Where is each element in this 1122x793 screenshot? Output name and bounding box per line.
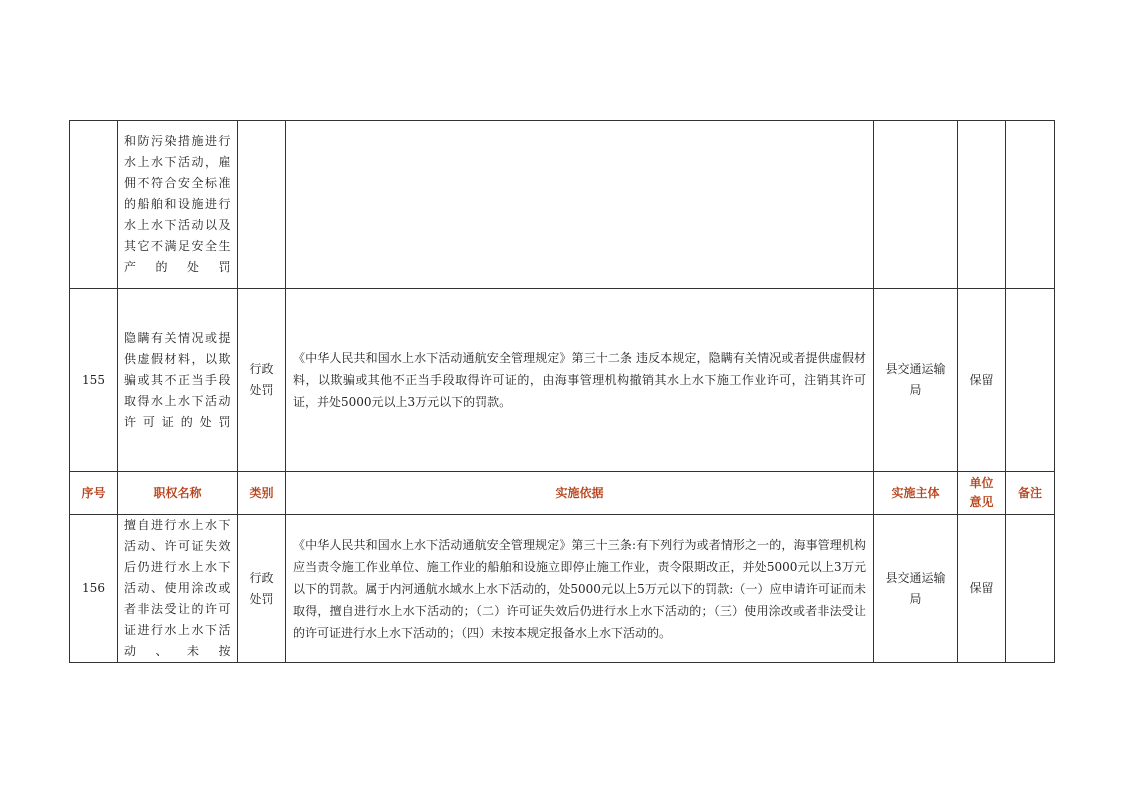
basis-cell (286, 121, 874, 289)
header-subject: 实施主体 (874, 472, 958, 515)
basis-cell: 《中华人民共和国水上水下活动通航安全管理规定》第三十三条:有下列行为或者情形之一的，海事管理机构应当责令施工作业单位、施工作业的船舶和设施立即停止施工作业，责令限期改正，并处5000元以上3万元以下的罚款。属于内河通航水域水上水下活动的，处5000元以上5万元以下的罚款:（一）应申请许可证而未取得，擅自进行水上水下活动的；（二）许可证失效后仍进行水上水下活动的；（三）使用涂改或者非法受让的许可证进行水上水下活动的；（四）未按本规定报备水上水下活动的。 (286, 515, 874, 663)
authority-name-cell: 和防污染措施进行水上水下活动，雇佣不符合安全标准的船舶和设施进行水上水下活动以及其它不满足安全生产的处罚 (118, 121, 238, 289)
row-number-cell: 155 (70, 289, 118, 472)
header-num: 序号 (70, 472, 118, 515)
header-row (70, 472, 1055, 515)
category-cell: 行政处罚 (238, 515, 286, 663)
basis-cell: 《中华人民共和国水上水下活动通航安全管理规定》第三十二条 违反本规定，隐瞒有关情况或者提供虚假材料，以欺骗或其他不正当手段取得许可证的，由海事管理机构撤销其水上水下施工作业许可，注销其许可证，并处5000元以上3万元以下的罚款。 (286, 289, 874, 472)
row-number-cell: 156 (70, 515, 118, 663)
table-row (70, 515, 1055, 663)
subject-cell (874, 121, 958, 289)
table-row (70, 121, 1055, 289)
row-number-cell (70, 121, 118, 289)
opinion-cell: 保留 (958, 289, 1006, 472)
subject-cell: 县交通运输局 (874, 289, 958, 472)
remark-cell (1006, 121, 1055, 289)
header-opinion: 单位意见 (958, 472, 1006, 515)
header-remark: 备注 (1006, 472, 1055, 515)
category-cell (238, 121, 286, 289)
authority-table (69, 120, 1055, 663)
table-row (70, 289, 1055, 472)
authority-name-cell: 隐瞒有关情况或提供虚假材料，以欺骗或其不正当手段取得水上水下活动许可证的处罚 (118, 289, 238, 472)
remark-cell (1006, 289, 1055, 472)
authority-name-cell: 擅自进行水上水下活动、许可证失效后仍进行水上水下活动、使用涂改或者非法受让的许可证进行水上水下活动、未按 (118, 515, 238, 663)
subject-cell: 县交通运输局 (874, 515, 958, 663)
opinion-cell (958, 121, 1006, 289)
header-name: 职权名称 (118, 472, 238, 515)
header-basis: 实施依据 (286, 472, 874, 515)
category-cell: 行政处罚 (238, 289, 286, 472)
header-type: 类别 (238, 472, 286, 515)
remark-cell (1006, 515, 1055, 663)
opinion-cell: 保留 (958, 515, 1006, 663)
